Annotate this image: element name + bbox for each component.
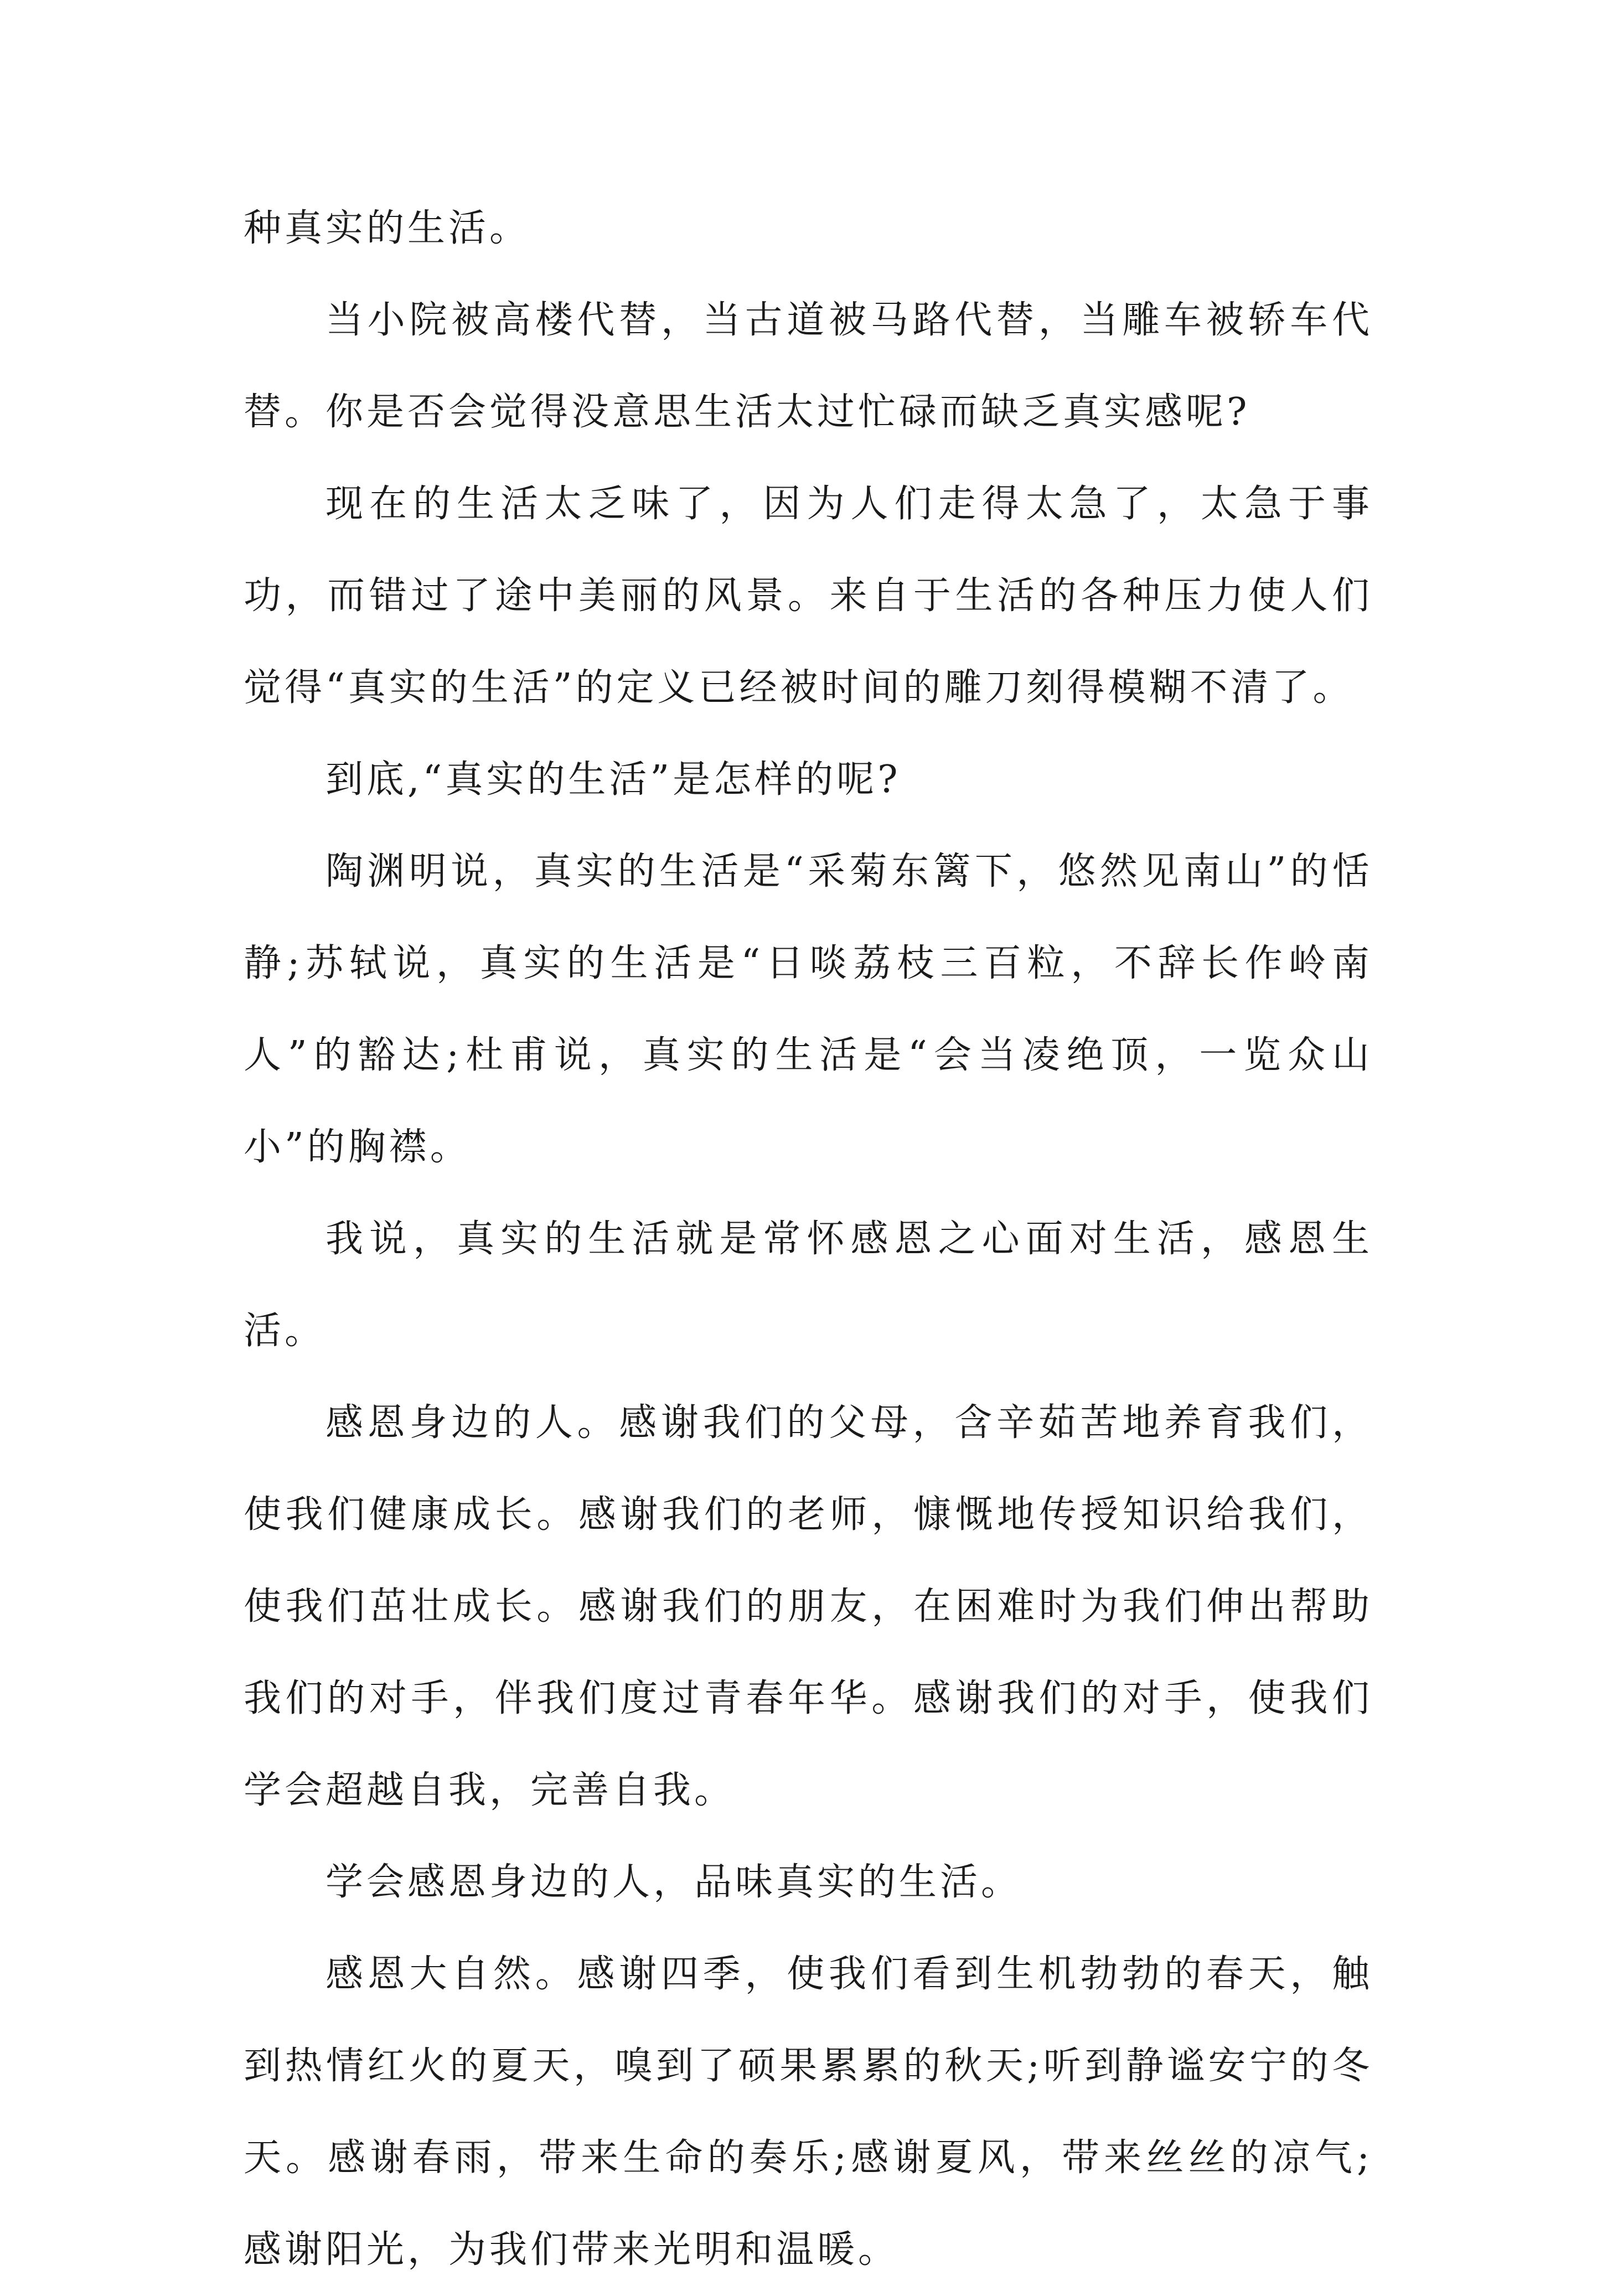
article-body	[244, 183, 1373, 2296]
paragraph-7: 感恩身边的人。感谢我们的父母，含辛茹苦地养育我们，使我们健康成长。感谢我们的老师，慷慨地传授知识给我们，使我们茁壮成长。感谢我们的朋友，在困难时为我们伸出帮助我们的对手，伴我们度过青春年华。感谢我们的对手，使我们学会超越自我，完善自我。	[244, 1401, 1373, 1812]
paragraph-8: 学会感恩身边的人，品味真实的生活。	[325, 1860, 1022, 1904]
paragraph-6: 我说，真实的生活就是常怀感恩之心面对生活，感恩生活。	[244, 1217, 1373, 1353]
paragraph-5: 陶渊明说，真实的生活是“采菊东篱下，悠然见南山”的恬静;苏轼说，真实的生活是“日啖荔枝三百粒，不辞长作岭南人”的豁达;杜甫说，真实的生活是“会当凌绝顶，一览众山小”的胸襟。	[244, 850, 1373, 1169]
paragraph-3: 现在的生活太乏味了，因为人们走得太急了，太急于事功，而错过了途中美丽的风景。来自于生活的各种压力使人们觉得“真实的生活”的定义已经被时间的雕刀刻得模糊不清了。	[244, 482, 1373, 710]
paragraph-9: 感恩大自然。感谢四季，使我们看到生机勃勃的春天，触到热情红火的夏天，嗅到了硕果累累的秋天;听到静谧安宁的冬天。感谢春雨，带来生命的奏乐;感谢夏风，带来丝丝的凉气;感谢阳光，为我们带来光明和温暖。	[244, 1952, 1373, 2272]
paragraph-1: 种真实的生活。	[244, 206, 531, 250]
paragraph-4: 到底,“真实的生活”是怎样的呢?	[325, 758, 901, 801]
paragraph-2: 当小院被高楼代替，当古道被马路代替，当雕车被轿车代替。你是否会觉得没意思生活太过忙碌而缺乏真实感呢?	[244, 298, 1373, 434]
